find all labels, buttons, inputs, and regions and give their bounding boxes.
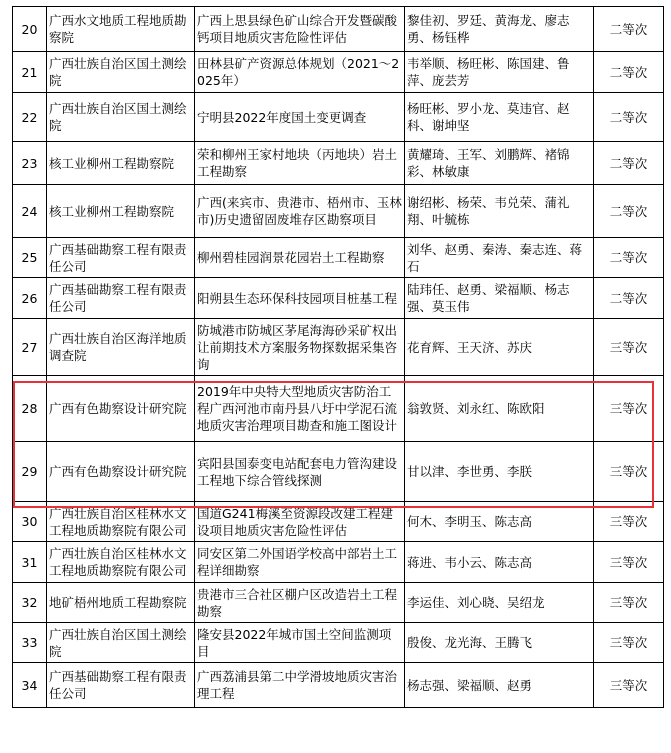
award-rank: 三等次 (594, 542, 664, 583)
row-number: 32 (13, 583, 47, 623)
table-row (13, 376, 664, 442)
award-rank: 二等次 (594, 278, 664, 319)
unit-name: 广西基础勘察工程有限责任公司 (47, 238, 195, 278)
project-name: 防城港市防城区茅尾海海砂采矿权出让前期技术方案服务物探数据采集咨询 (195, 319, 405, 376)
project-name: 国道G241梅溪至资源段改建工程建设项目地质灾害危险性评估 (195, 502, 405, 542)
award-rank: 三等次 (594, 502, 664, 542)
award-rank: 三等次 (594, 442, 664, 502)
table-row (13, 278, 664, 319)
table-row (13, 185, 664, 238)
project-name: 贵港市三合社区棚户区改造岩土工程勘察 (195, 583, 405, 623)
table-row (13, 319, 664, 376)
row-number: 21 (13, 52, 47, 93)
award-rank: 三等次 (594, 663, 664, 708)
project-name: 田林县矿产资源总体规划（2021～2025年） (195, 52, 405, 93)
row-number: 20 (13, 7, 47, 52)
row-number: 25 (13, 238, 47, 278)
table-row (13, 442, 664, 502)
participants: 陆玮任、赵勇、梁福顺、杨志强、莫玉伟 (405, 278, 594, 319)
project-name: 荣和柳州王家村地块（丙地块）岩土工程勘察 (195, 142, 405, 185)
table-row (13, 52, 664, 93)
row-number: 22 (13, 93, 47, 142)
project-name: 宾阳县国泰变电站配套电力管沟建设工程地下综合管线探测 (195, 442, 405, 502)
participants: 韦举顺、杨旺彬、陈国建、鲁萍、庞芸芳 (405, 52, 594, 93)
unit-name: 广西壮族自治区桂林水文工程地质勘察院有限公司 (47, 542, 195, 583)
project-name: 2019年中央特大型地质灾害防治工程广西河池市南丹县八圩中学泥石流地质灾害治理项目勘查和施工图设计 (195, 376, 405, 442)
participants: 黄耀琦、王军、刘鹏辉、褚锦彩、林敏康 (405, 142, 594, 185)
participants: 翁敦贤、刘永红、陈欧阳 (405, 376, 594, 442)
table-row (13, 583, 664, 623)
row-number: 24 (13, 185, 47, 238)
unit-name: 核工业柳州工程勘察院 (47, 142, 195, 185)
award-rank: 二等次 (594, 7, 664, 52)
unit-name: 广西壮族自治区国土测绘院 (47, 623, 195, 663)
project-name: 广西(来宾市、贵港市、梧州市、玉林市)历史遗留固废堆存区勘察项目 (195, 185, 405, 238)
award-rank: 二等次 (594, 93, 664, 142)
award-rank: 三等次 (594, 623, 664, 663)
row-number: 29 (13, 442, 47, 502)
unit-name: 核工业柳州工程勘察院 (47, 185, 195, 238)
award-rank: 三等次 (594, 583, 664, 623)
row-number: 33 (13, 623, 47, 663)
project-name: 柳州碧桂园润景花园岩土工程勘察 (195, 238, 405, 278)
participants: 花育辉、王天济、苏庆 (405, 319, 594, 376)
participants: 杨旺彬、罗小龙、莫违官、赵科、谢坤坚 (405, 93, 594, 142)
table-row (13, 93, 664, 142)
table-row (13, 623, 664, 663)
row-number: 23 (13, 142, 47, 185)
participants: 黎佳初、罗廷、黄海龙、廖志勇、杨钰桦 (405, 7, 594, 52)
unit-name: 广西水文地质工程地质勘察院 (47, 7, 195, 52)
table-row (13, 7, 664, 52)
award-rank: 二等次 (594, 238, 664, 278)
project-name: 隆安县2022年城市国土空间监测项目 (195, 623, 405, 663)
unit-name: 广西基础勘察工程有限责任公司 (47, 663, 195, 708)
award-rank: 三等次 (594, 319, 664, 376)
participants: 杨志强、梁福顺、赵勇 (405, 663, 594, 708)
row-number: 34 (13, 663, 47, 708)
unit-name: 广西有色勘察设计研究院 (47, 442, 195, 502)
award-rank: 三等次 (594, 376, 664, 442)
row-number: 26 (13, 278, 47, 319)
awards-table (12, 6, 664, 708)
unit-name: 广西壮族自治区国土测绘院 (47, 93, 195, 142)
row-number: 31 (13, 542, 47, 583)
table-row (13, 542, 664, 583)
participants: 何木、李明玉、陈志高 (405, 502, 594, 542)
participants: 蒋进、韦小云、陈志高 (405, 542, 594, 583)
project-name: 同安区第二外国语学校高中部岩土工程详细勘察 (195, 542, 405, 583)
project-name: 宁明县2022年度国土变更调查 (195, 93, 405, 142)
unit-name: 广西有色勘察设计研究院 (47, 376, 195, 442)
awards-table-body (13, 7, 664, 708)
project-name: 广西上思县绿色矿山综合开发暨碳酸钙项目地质灾害危险性评估 (195, 7, 405, 52)
award-rank: 二等次 (594, 142, 664, 185)
table-row (13, 502, 664, 542)
unit-name: 广西壮族自治区国土测绘院 (47, 52, 195, 93)
participants: 刘华、赵勇、秦涛、秦志连、蒋石 (405, 238, 594, 278)
row-number: 27 (13, 319, 47, 376)
unit-name: 地矿梧州地质工程勘察院 (47, 583, 195, 623)
unit-name: 广西壮族自治区海洋地质调查院 (47, 319, 195, 376)
project-name: 阳朔县生态环保科技园项目桩基工程 (195, 278, 405, 319)
award-rank: 二等次 (594, 52, 664, 93)
table-row (13, 238, 664, 278)
award-rank: 二等次 (594, 185, 664, 238)
unit-name: 广西壮族自治区桂林水文工程地质勘察院有限公司 (47, 502, 195, 542)
row-number: 28 (13, 376, 47, 442)
table-row (13, 663, 664, 708)
participants: 甘以津、李世勇、李朕 (405, 442, 594, 502)
participants: 殷俊、龙光海、王腾飞 (405, 623, 594, 663)
unit-name: 广西基础勘察工程有限责任公司 (47, 278, 195, 319)
project-name: 广西荔浦县第二中学滑坡地质灾害治理工程 (195, 663, 405, 708)
row-number: 30 (13, 502, 47, 542)
participants: 李运佳、刘心晓、吴绍龙 (405, 583, 594, 623)
participants: 谢绍彬、杨荣、韦兑荣、蒲礼翔、叶毓栋 (405, 185, 594, 238)
table-row (13, 142, 664, 185)
